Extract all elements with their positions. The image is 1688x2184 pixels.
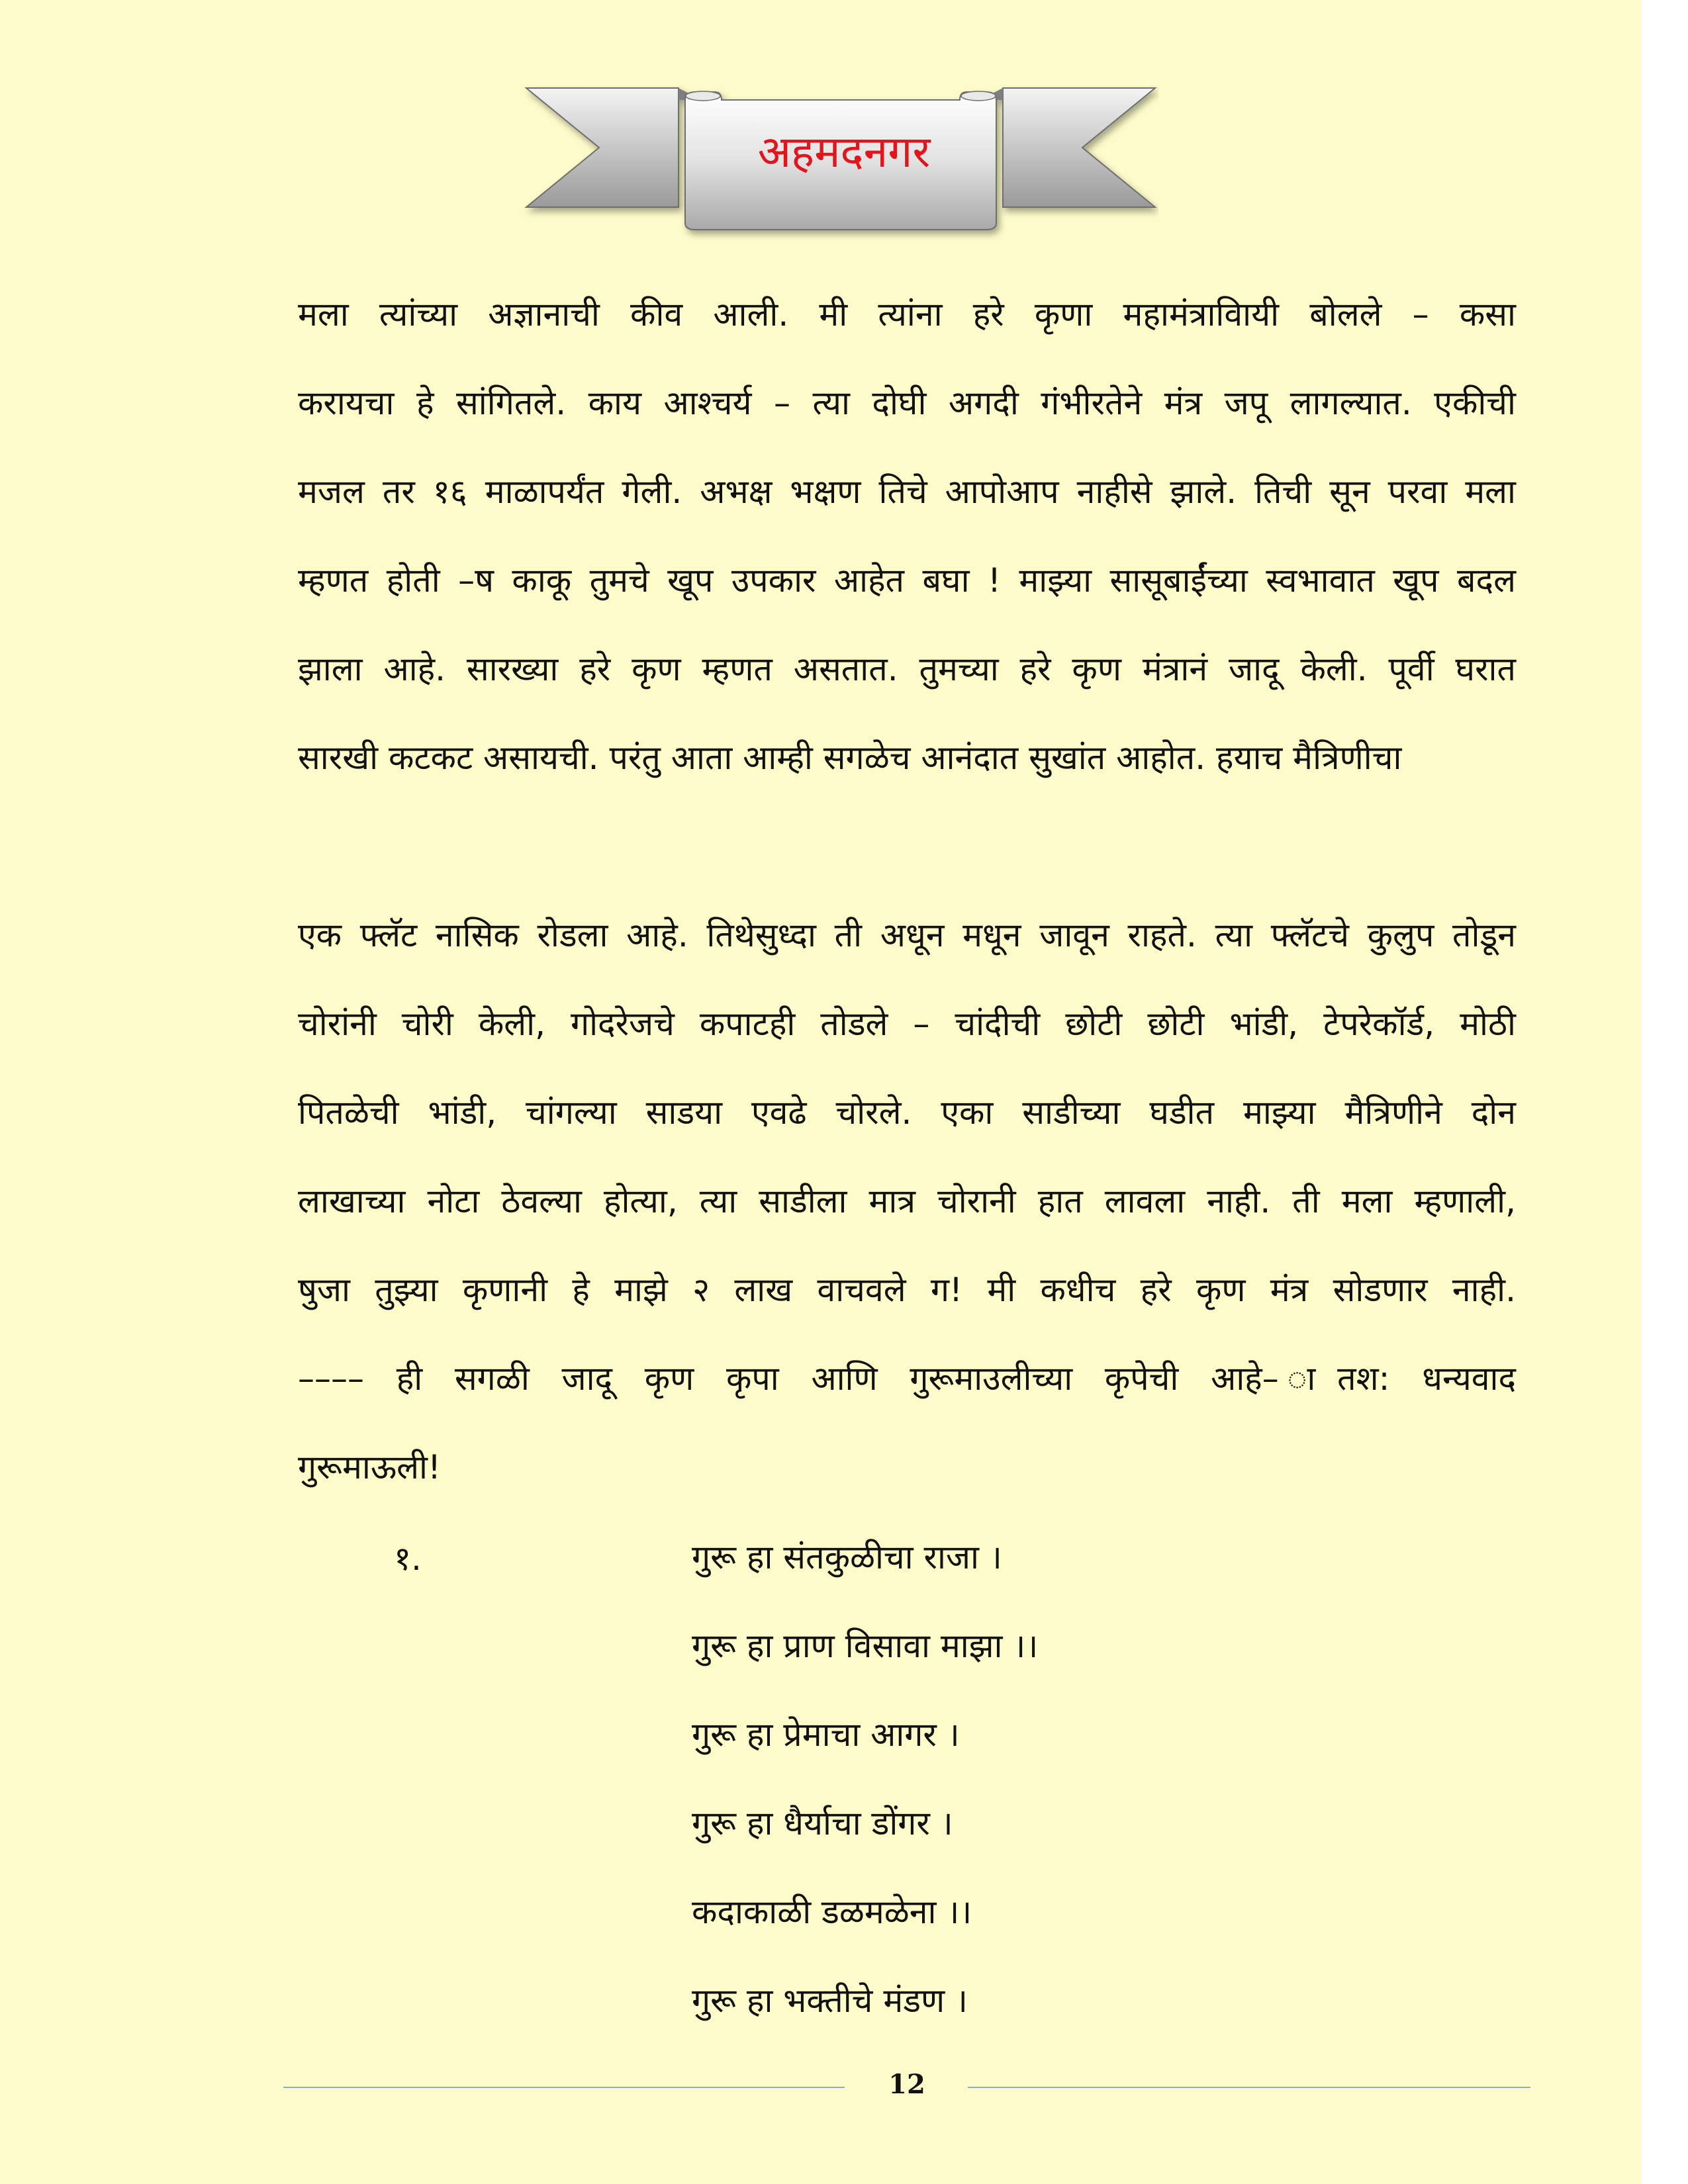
paragraph-line: पितळेची भांडी, चांगल्या साडया एवढे चोरले. एका साडीच्या घडीत माझ्या मैत्रिणीने दोन <box>298 1093 1516 1132</box>
paragraph-line: मजल तर १६ माळापर्यंत गेली. अभक्ष भक्षण तिचे आपोआप नाहीसे झाले. तिची सून परवा मला <box>298 473 1516 511</box>
paragraph-line: चोरांनी चोरी केली, गोदरेजचे कपाटही तोडले – चांदीची छोटी छोटी भांडी, टेपरेकॉर्ड, मोठी <box>298 1005 1516 1043</box>
paragraph-line: षुजा तुझ्या कृणानी हे माझे २ लाख वाचवले ग! मी कधीच हरे कृण मंत्र सोडणार नाही. <box>298 1271 1516 1309</box>
banner-title: अहमदनगर <box>757 126 931 177</box>
paragraph-line: मला त्यांच्या अज्ञानाची कीव आली. मी त्यांना हरे कृणा महामंत्राविायी बोलले – कसा <box>298 295 1516 334</box>
verse-line: गुरू हा प्राण विसावा माझा ।। <box>692 1627 1039 1665</box>
verse-line: गुरू हा संतकुळीचा राजा । <box>692 1538 1002 1576</box>
paragraph-line: सारखी कटकट असायची. परंतु आता आम्ही सगळेच आनंदात सुखांत आहोत. हयाच मैत्रिणीचा <box>298 739 1402 777</box>
paragraph-line: झाला आहे. सारख्या हरे कृण म्हणत असतात. तुमच्या हरे कृण मंत्रानं जादू केली. पूर्वी घरात <box>298 650 1516 688</box>
paragraph-line: एक फ्लॅट नासिक रोडला आहे. तिथेसुध्दा ती अधून मधून जावून राहते. त्या फ्लॅटचे कुलुप तोडून <box>298 916 1516 954</box>
footer-rule-right <box>968 2087 1530 2088</box>
paragraph-line: लाखाच्या नोटा ठेवल्या होत्या, त्या साडीला मात्र चोरानी हात लावला नाही. ती मला म्हणाली, <box>298 1182 1516 1220</box>
verse-number: १. <box>394 1539 422 1578</box>
verse-line: गुरू हा भक्तीचे मंडण । <box>692 1981 968 2020</box>
paragraph-line: –––– ही सगळी जादू कृण कृपा आणि गुरूमाउलीच्या कृपेची आहे– ातश: धन्यवाद <box>298 1359 1516 1398</box>
paragraph-line: म्हणत होती –ष काकू तुमचे खूप उपकार आहेत बघा ! माझ्या सासूबाईंच्या स्वभावात खूप बदल <box>298 561 1516 600</box>
verse-line: कदाकाळी डळमळेना ।। <box>692 1893 972 1931</box>
paragraph-line: गुरूमाऊली! <box>298 1448 441 1486</box>
verse-line: गुरू हा धैर्याचा डोंगर । <box>692 1804 953 1843</box>
paragraph-line: करायचा हे सांगितले. काय आश्चर्य – त्या दोघी अगदी गंभीरतेने मंत्र जपू लागल्यात. एकीची <box>298 384 1516 422</box>
footer-rule-left <box>283 2087 845 2088</box>
page-number: 12 <box>888 2069 925 2100</box>
verse-line: गुरू हा प्रेमाचा आगर । <box>692 1715 960 1754</box>
